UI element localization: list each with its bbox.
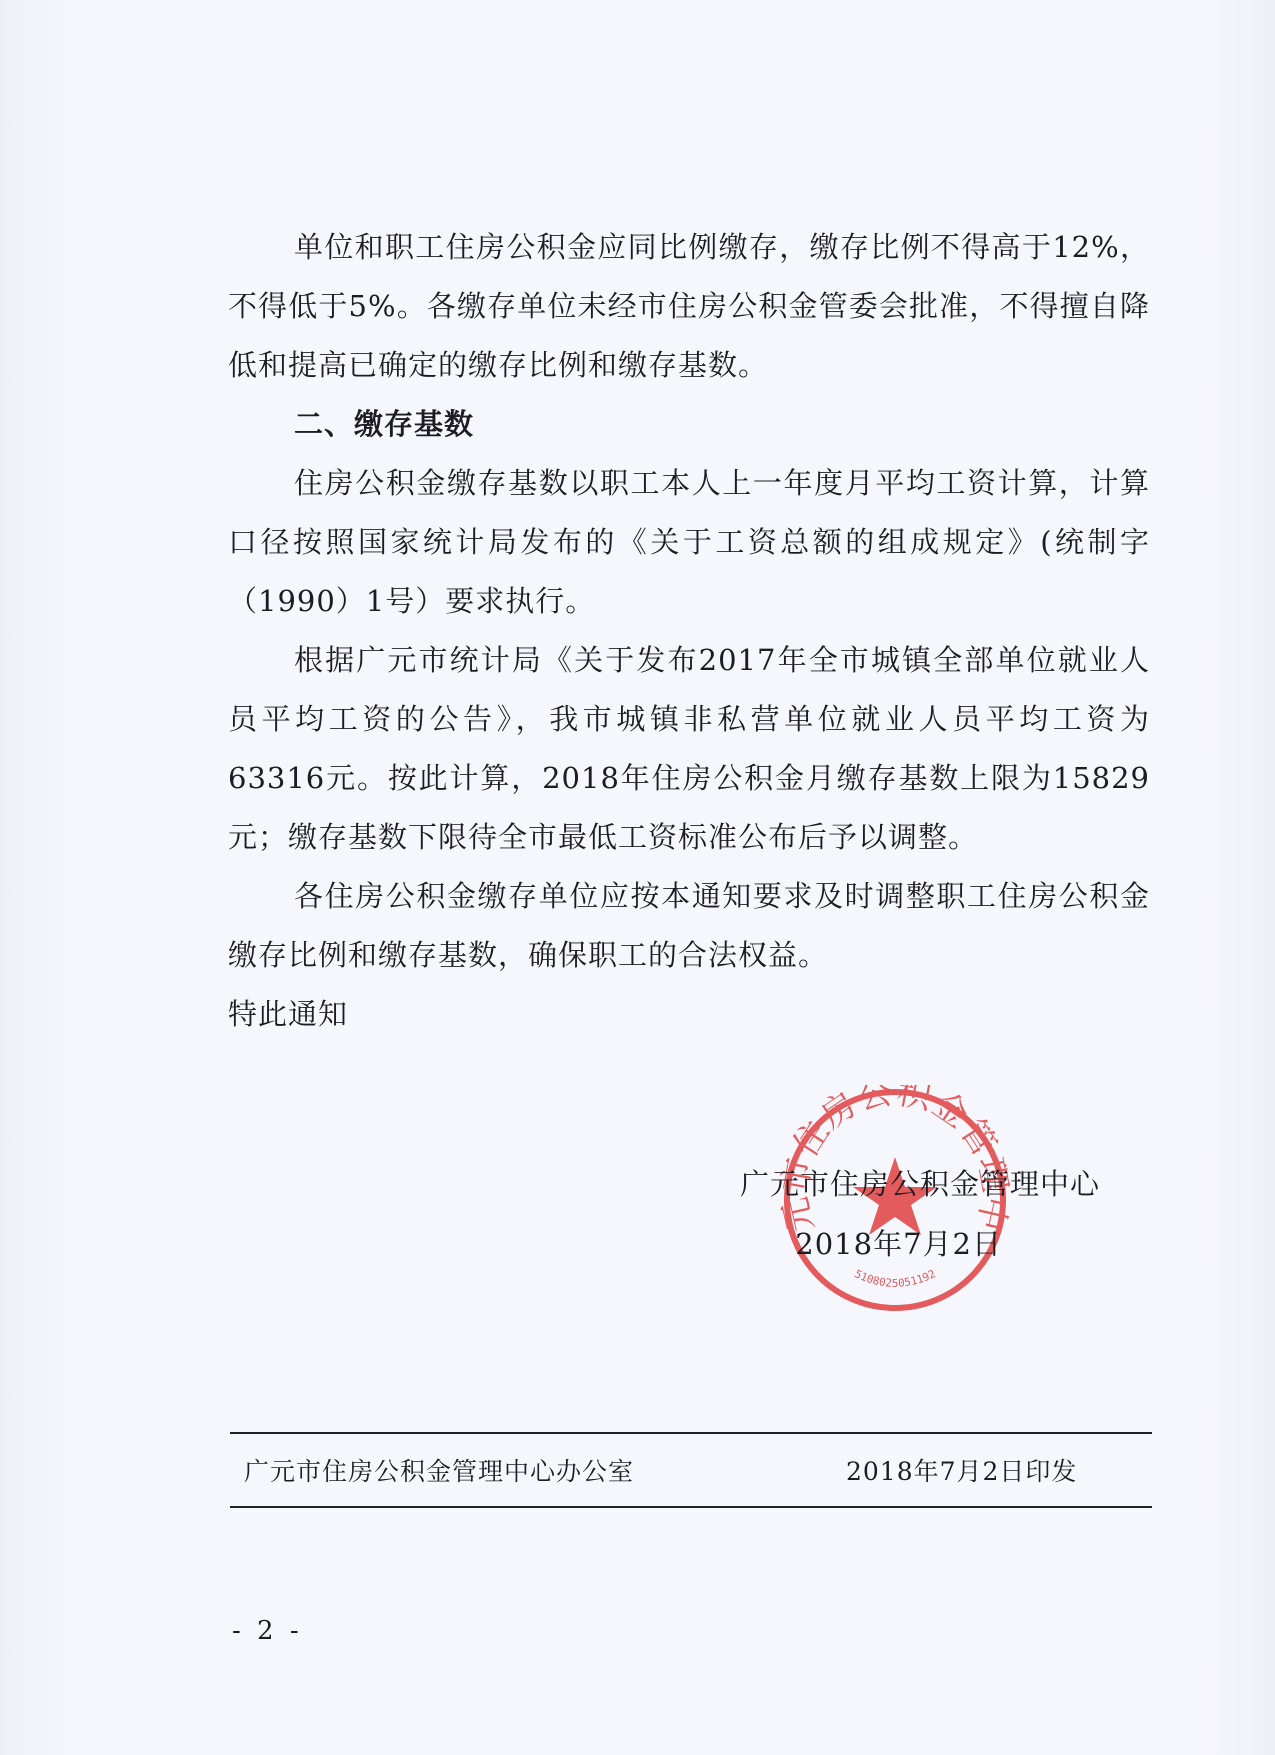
paragraph-adjustment-notice: 各住房公积金缴存单位应按本通知要求及时调整职工住房公积金缴存比例和缴存基数，确保职工的合法权益。: [228, 879, 1150, 972]
document-body: [228, 218, 1150, 1044]
svg-text:广元市住房公积金管理中心: 住房公积金管: [785, 1085, 1005, 1164]
footer-top-rule: [230, 1432, 1152, 1434]
page-number: - 2 -: [232, 1616, 303, 1646]
footer-issue-date: 2018年7月2日印发: [846, 1457, 1078, 1486]
signature-date: 2018年7月2日: [795, 1227, 1002, 1261]
closing-notice: 特此通知: [228, 997, 349, 1031]
paragraph-contribution-ratio: 单位和职工住房公积金应同比例缴存，缴存比例不得高于12%，不得低于5%。各缴存单位未经市住房公积金管委会批准，不得擅自降低和提高已确定的缴存比例和缴存基数。: [228, 230, 1150, 382]
svg-text:5108025051192: 5108025051192: [852, 1267, 938, 1290]
footer-bottom-rule: [230, 1506, 1152, 1508]
section-heading-contribution-base: 二、缴存基数: [294, 407, 475, 441]
paragraph-base-limits: 根据广元市统计局《关于发布2017年全市城镇全部单位就业人员平均工资的公告》，我市城镇非私营单位就业人员平均工资为63316元。按此计算，2018年住房公积金月缴存基数上限为15829元；缴存基数下限待全市最低工资标准公布后予以调整。: [228, 643, 1150, 854]
signature-org: 广元市住房公积金管理中心: [739, 1167, 1100, 1201]
footer-issuer: 广元市住房公积金管理中心办公室: [244, 1457, 635, 1486]
paragraph-base-calculation: 住房公积金缴存基数以职工本人上一年度月平均工资计算，计算口径按照国家统计局发布的《关于工资总额的组成规定》(统制字（1990）1号）要求执行。: [228, 466, 1150, 618]
